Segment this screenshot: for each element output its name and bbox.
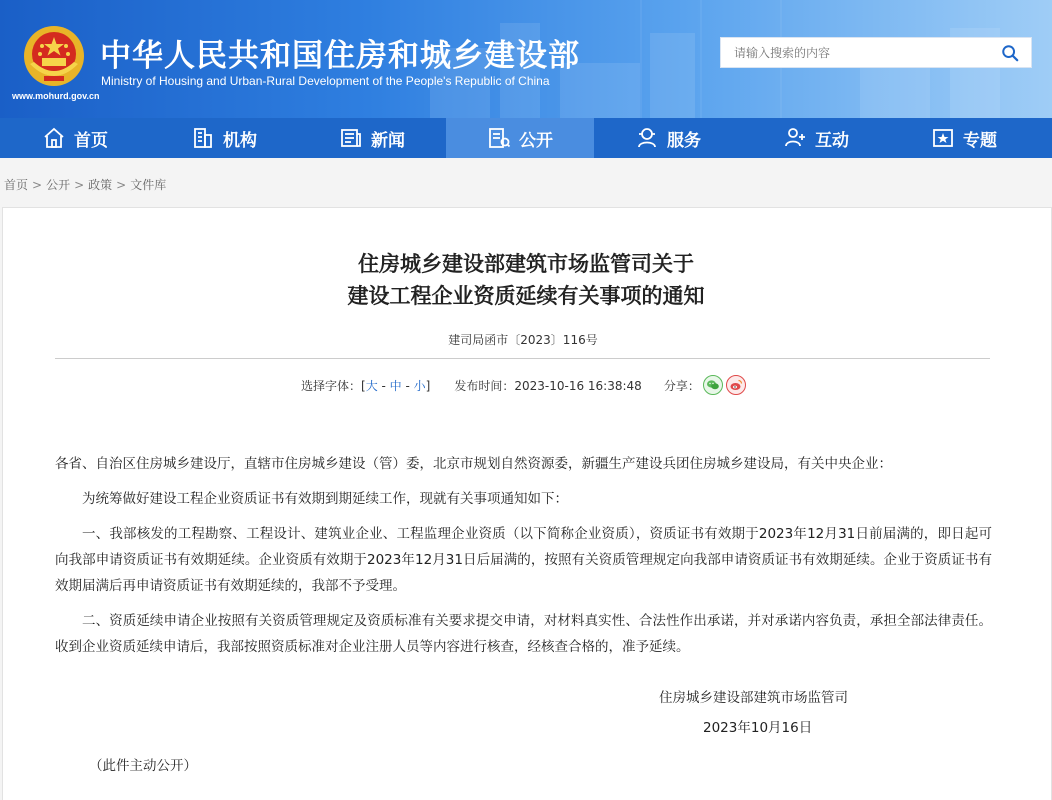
font-size-small[interactable]: 小 [413,378,426,393]
breadcrumb-public[interactable]: 公开 [46,178,71,192]
article-paragraph: 二、资质延续申请企业按照有关资质管理规定及资质标准有关要求提交申请，对材料真实性、合法性作出承诺，并对承诺内容负责，承担全部法律责任。收到企业资质延续申请后，我部按照资质标准对企业注册人员等内容进行核查，经核查合格的，准予延续。 [55,613,992,655]
nav-item-institution[interactable] [150,118,298,158]
site-title: 中华人民共和国住房和城乡建设部 [100,38,580,74]
document-icon [487,126,511,150]
nav-label: 服务 [667,130,701,151]
nav-label: 互动 [815,130,849,151]
search-icon[interactable] [1001,44,1019,62]
search-box [720,37,1032,68]
breadcrumb-separator: > [116,178,127,192]
article-meta [301,374,746,396]
nav-item-news[interactable] [298,118,446,158]
font-size-selector [301,377,430,394]
wechat-share-icon[interactable] [703,375,723,395]
breadcrumb-policy[interactable]: 政策 [88,178,113,192]
breadcrumb-file-library[interactable]: 文件库 [130,178,167,192]
document-number: 建司局函市〔2023〕116号 [448,333,598,347]
article-paragraph: 各省、自治区住房城乡建设厅，直辖市住房城乡建设（管）委，北京市规划自然资源委，新疆生产建设兵团住房城乡建设局，有关中央企业： [55,456,892,472]
nav-item-home[interactable] [0,118,150,158]
topic-icon [931,126,955,150]
article-paragraph: 一、我部核发的工程勘察、工程设计、建筑业企业、工程监理企业资质（以下简称企业资质），资质证书有效期于2023年12月31日前届满的，即日起可向我部申请资质证书有效期延续。企业资质有效期于2023年12月31日后届满的，按照有关资质管理规定向我部申请资质证书有效期延续。企业于资质证书有效期届满后再申请资质证书有效期延续的，我部不予受理。 [55,526,992,594]
service-icon [635,126,659,150]
signature-date: 2023年10月16日 [703,720,813,736]
font-size-medium[interactable]: 中 [389,378,402,393]
article-title-line2: 建设工程企业资质延续有关事项的通知 [347,284,705,308]
article-body [55,451,992,669]
font-size-close: ] [425,378,431,393]
nav-label: 新闻 [371,130,405,151]
article-paragraph: 为统筹做好建设工程企业资质证书有效期到期延续工作，现就有关事项通知如下： [82,491,568,507]
main-nav [0,118,1052,158]
breadcrumb-separator: > [74,178,85,192]
building-icon [191,126,215,150]
nav-label: 机构 [223,130,257,151]
article-title [3,248,1049,312]
site-url[interactable]: www.mohurd.gov.cn [12,91,100,101]
site-subtitle: Ministry of Housing and Urban-Rural Development of the People's Republic of China [101,74,550,88]
nav-label: 首页 [74,130,108,151]
article-title-line1: 住房城乡建设部建筑市场监管司关于 [358,252,694,276]
article-card [2,207,1052,800]
nav-item-topic[interactable] [890,118,1038,158]
signature: 住房城乡建设部建筑市场监管司 [659,690,848,706]
share-label: 分享： [663,378,700,393]
nav-item-interaction[interactable] [742,118,890,158]
nav-label: 公开 [519,130,553,151]
font-size-large[interactable]: 大 [365,378,378,393]
nav-label: 专题 [963,130,997,151]
weibo-share-icon[interactable] [726,375,746,395]
font-size-dash: - [401,378,414,393]
interaction-icon [783,126,807,150]
publish-time: 发布时间：2023-10-16 16:38:48 [454,378,642,393]
breadcrumb-home[interactable]: 首页 [4,178,29,192]
search-input[interactable] [721,38,991,67]
title-divider [55,358,990,359]
nav-item-public[interactable] [446,118,594,158]
national-emblem-icon [22,24,86,88]
breadcrumb-separator: > [32,178,43,192]
breadcrumb [4,176,166,193]
publication-note: （此件主动公开） [89,758,197,774]
nav-item-service[interactable] [594,118,742,158]
font-size-label: 选择字体：[ [301,378,366,393]
home-icon [42,126,66,150]
newspaper-icon [339,126,363,150]
font-size-dash: - [377,378,390,393]
site-header [0,0,1052,118]
